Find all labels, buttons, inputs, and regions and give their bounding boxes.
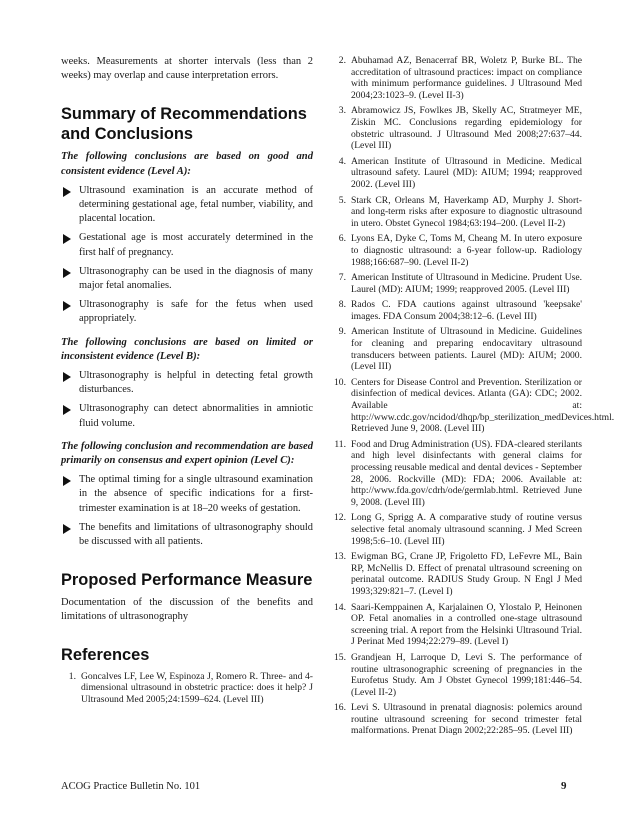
triangle-bullet-icon [63, 234, 71, 244]
list-item: Ultrasound examination is an accurate method of determining gestational age, fetal number, viability, and placental location. [61, 184, 313, 227]
reference-item: 16. Levi S. Ultrasound in prenatal diagnosis: polemics around routine ultrasound screening for second trimester fetal malformations. Prenat Diagn 2002;22:285–95. (Level III) [334, 702, 582, 737]
references-heading: References [61, 645, 150, 664]
reference-item: 15. Grandjean H, Larroque D, Levi S. The performance of routine ultrasonographic screening of pregnancies in the Eurofetus Study. Am J Obstet Gynecol 1999;181:446–54. (Level II-2) [334, 651, 582, 698]
page-number: 9 [561, 780, 567, 792]
reference-item: 4. American Institute of Ultrasound in Medicine. Medical ultrasound safety. Laurel (MD): AIUM; 1994; reapproved 2002. (Level III) [338, 155, 582, 190]
reference-item: 12. Long G, Sprigg A. A comparative study of routine versus selective fetal anomaly ultrasound scanning. J Med Screen 1998;5:6–10. (Level III) [334, 512, 582, 547]
level-a-lead: The following conclusions are based on good and consistent evidence (Level A): [61, 151, 313, 177]
list-item: Gestational age is most accurately determined in the first half of pregnancy. [61, 231, 313, 259]
list-item: Ultrasonography can detect abnormalities in amniotic fluid volume. [61, 402, 313, 430]
intro-paragraph: weeks. Measurements at shorter intervals (less than 2 weeks) may overlap and cause interpretation errors. [61, 56, 313, 82]
level-b-lead: The following conclusions are based on limited or inconsistent evidence (Level B): [61, 336, 313, 362]
reference-item: 7. American Institute of Ultrasound in Medicine. Prudent Use. Laurel (MD): AIUM; 1999; reapproved 2005. (Level III) [338, 272, 582, 295]
performance-text: Documentation of the discussion of the benefits and limitations of ultrasonography [61, 597, 313, 623]
references-list-left [61, 671, 313, 706]
summary-heading: Summary of Recommendations and Conclusions [61, 105, 307, 144]
triangle-bullet-icon [63, 524, 71, 534]
references-list-right [331, 55, 615, 737]
list-item: Ultrasonography can be used in the diagnosis of many major fetal anomalies. [61, 265, 313, 293]
triangle-bullet-icon [63, 301, 71, 311]
reference-item: 13. Ewigman BG, Crane JP, Frigoletto FD, LeFevre ML, Bain RP, McNellis D. Effect of prenatal ultrasound screening on perinatal outcome. RADIUS Study Group. N Engl J Med 1993;329:821–7. (Level I) [334, 551, 582, 597]
reference-item: 2. Abuhamad AZ, Benacerraf BR, Woletz P, Burke BL. The accreditation of ultrasound practices: impact on compliance with minimum performance guidelines. J Ultrasound Med 2004;23:1023–9. (Level II-3) [338, 55, 582, 101]
triangle-bullet-icon [63, 405, 71, 415]
right-column [331, 55, 615, 737]
reference-item: 11. Food and Drug Administration (US). FDA-cleared sterilants and high level disinfectants with general claims for processing reusable medical and dental devices - September 28, 2006. Rockville (MD): FDA; 2006. Available at: http://www.fda.gov/cdrh/ode/germlab.html. Retrieved June 9, 2008. (Level III) [334, 438, 583, 508]
reference-item: 10. Centers for Disease Control and Prevention. Sterilization or disinfection of medical devices. Atlanta (GA): CDC; 2002. Available at: http://www.cdc.gov/ncidod/dhqp/bp_sterilization_medDevices.html. Retrieved June 9, 2008. (Level III) [334, 376, 615, 435]
reference-item: 6. Lyons EA, Dyke C, Toms M, Cheang M. In utero exposure to diagnostic ultrasound: a 6-year follow-up. Radiology 1988;166:687–90. (Level II-2) [338, 233, 582, 268]
list-item: The optimal timing for a single ultrasound examination in the absence of specific indications for a first-trimester examination is at 18–20 weeks of gestation. [61, 473, 313, 516]
level-c-list [61, 473, 313, 549]
reference-item: 1. Goncalves LF, Lee W, Espinoza J, Romero R. Three- and 4-dimensional ultrasound in obstetric practice: does it help? J Ultrasound Med 2005;24:1599–624. (Level III) [68, 670, 313, 705]
list-item: The benefits and limitations of ultrasonography should be discussed with all patients. [61, 521, 313, 549]
reference-item: 8. Rados C. FDA cautions against ultrasound 'keepsake' images. FDA Consum 2004;38:12–6. (Level III) [338, 299, 582, 322]
list-item: Ultrasonography is helpful in detecting fetal growth disturbances. [61, 369, 313, 397]
triangle-bullet-icon [63, 268, 71, 278]
triangle-bullet-icon [63, 476, 71, 486]
reference-item: 9. American Institute of Ultrasound in Medicine. Guidelines for cleaning and preparing endocavitary ultrasound transducers between patients. Laurel (MD): AIUM; 2000. (Level III) [338, 326, 582, 373]
triangle-bullet-icon [63, 372, 71, 382]
reference-item: 3. Abramowicz JS, Fowlkes JB, Skelly AC, Stratmeyer ME, Ziskin MC. Conclusions regarding epidemiology for obstetric ultrasound. J Ultrasound Med 2008;27:637–44. (Level III) [338, 105, 582, 152]
triangle-bullet-icon [63, 187, 71, 197]
performance-heading: Proposed Performance Measure [61, 571, 313, 590]
level-a-list [61, 184, 313, 327]
level-c-lead: The following conclusion and recommendation are based primarily on consensus and expert opinion (Level C): [61, 440, 313, 467]
reference-item: 14. Saari-Kemppainen A, Karjalainen O, Ylostalo P, Heinonen OP. Fetal anomalies in a controlled one-stage ultrasound screening trial. A report from the Helsinki Ultrasound Trial. J Perinat Med 1994;22:279–89. (Level I) [334, 601, 582, 648]
left-column [61, 55, 313, 705]
list-item: Ultrasonography is safe for the fetus when used appropriately. [61, 298, 313, 326]
footer-bulletin: ACOG Practice Bulletin No. 101 [61, 781, 201, 792]
level-b-list [61, 369, 313, 431]
reference-item: 5. Stark CR, Orleans M, Haverkamp AD, Murphy J. Short- and long-term risks after exposure to diagnostic ultrasound in utero. Obstet Gynecol 1984;63:194–200. (Level II-2) [338, 194, 582, 229]
